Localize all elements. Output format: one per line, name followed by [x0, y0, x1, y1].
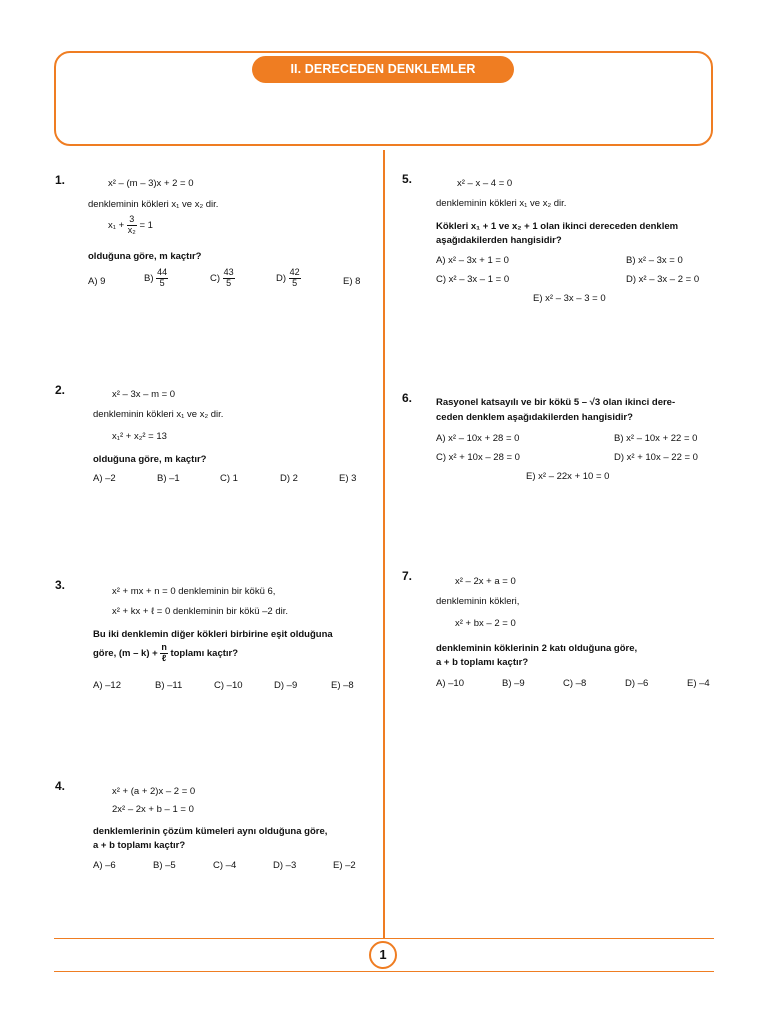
question-5-option-c[interactable]: C) x² – 3x – 1 = 0 — [436, 274, 510, 285]
question-6-option-a[interactable]: A) x² – 10x + 28 = 0 — [436, 433, 520, 444]
question-7-equation-1: x² – 2x + a = 0 — [455, 576, 516, 587]
question-3-option-a[interactable]: A) –12 — [93, 680, 121, 691]
question-2-option-d[interactable]: D) 2 — [280, 473, 298, 484]
question-4-equation-2: 2x² – 2x + b – 1 = 0 — [112, 804, 194, 815]
question-3-option-b[interactable]: B) –11 — [155, 680, 183, 691]
question-6-option-c[interactable]: C) x² + 10x – 28 = 0 — [436, 452, 520, 463]
question-6-option-b[interactable]: B) x² – 10x + 22 = 0 — [614, 433, 698, 444]
question-7-option-e[interactable]: E) –4 — [687, 678, 710, 689]
question-7-text: denkleminin kökleri, — [436, 596, 520, 607]
question-4-option-b[interactable]: B) –5 — [153, 860, 176, 871]
question-2-text: denkleminin kökleri x₁ ve x₂ dir. — [93, 409, 224, 420]
question-4-prompt-2: a + b toplamı kaçtır? — [93, 840, 186, 851]
question-7-equation-2: x² + bx – 2 = 0 — [455, 618, 516, 629]
question-2-prompt: olduğuna göre, m kaçtır? — [93, 454, 207, 465]
question-3-equation-1: x² + mx + n = 0 denkleminin bir kökü 6, — [112, 586, 276, 597]
question-5-equation: x² – x – 4 = 0 — [457, 178, 513, 189]
question-2-condition: x₁² + x₂² = 13 — [112, 431, 167, 442]
question-3-option-c[interactable]: C) –10 — [214, 680, 243, 691]
question-4-option-d[interactable]: D) –3 — [273, 860, 297, 871]
question-4-option-e[interactable]: E) –2 — [333, 860, 356, 871]
question-3-equation-2: x² + kx + ℓ = 0 denkleminin bir kökü –2 dir. — [112, 606, 289, 617]
question-7-prompt-1: denkleminin köklerinin 2 katı olduğuna göre, — [436, 643, 638, 654]
question-7-prompt-2: a + b toplamı kaçtır? — [436, 657, 529, 668]
question-1-option-d[interactable]: D) $\frac{42}{5}$ — [276, 267, 300, 288]
question-4-equation-1: x² + (a + 2)x – 2 = 0 — [112, 786, 196, 797]
question-3-option-d[interactable]: D) –9 — [274, 680, 298, 691]
footer-line-bottom — [54, 971, 714, 972]
question-4-option-c[interactable]: C) –4 — [213, 860, 237, 871]
question-1-prompt: olduğuna göre, m kaçtır? — [88, 251, 202, 262]
footer-line-top — [54, 938, 714, 939]
question-5-prompt-1: Kökleri x₁ + 1 ve x₂ + 1 olan ikinci dereceden denklem — [436, 221, 679, 232]
question-4-number: 4. — [55, 779, 66, 793]
question-2-option-c[interactable]: C) 1 — [220, 473, 238, 484]
question-1-equation: x² – (m – 3)x + 2 = 0 — [108, 178, 194, 189]
question-5-option-a[interactable]: A) x² – 3x + 1 = 0 — [436, 255, 509, 266]
question-4-prompt-1: denklemlerinin çözüm kümeleri aynı olduğuna göre, — [93, 826, 328, 837]
question-1-option-c[interactable]: C) $\frac{43}{5}$ — [210, 267, 234, 288]
question-5-option-b[interactable]: B) x² – 3x = 0 — [626, 255, 683, 266]
question-3-prompt-1: Bu iki denklemin diğer kökleri birbirine eşit olduğuna — [93, 629, 333, 640]
question-6-option-e[interactable]: E) x² – 22x + 10 = 0 — [526, 471, 610, 482]
question-1-option-a[interactable]: A) 9 — [88, 276, 106, 287]
question-5-option-e[interactable]: E) x² – 3x – 3 = 0 — [533, 293, 606, 304]
question-3-option-e[interactable]: E) –8 — [331, 680, 354, 691]
question-1-option-b[interactable]: B) $\frac{44}{5}$ — [144, 267, 168, 288]
question-1-cond-left: x₁ + — [108, 219, 125, 231]
question-2-number: 2. — [55, 383, 66, 397]
question-7-option-d[interactable]: D) –6 — [625, 678, 649, 689]
question-3-number: 3. — [55, 578, 66, 592]
question-3-fraction: $\frac{n}{\text{ℓ}}$ — [161, 642, 167, 663]
question-2-equation: x² – 3x – m = 0 — [112, 389, 176, 400]
page-number: 1 — [369, 941, 397, 969]
question-1-cond-fraction: $\frac{3}{\text{x₂}}$ — [127, 214, 136, 235]
question-5-number: 5. — [402, 172, 413, 186]
question-6-number: 6. — [402, 391, 413, 405]
question-1-number: 1. — [55, 173, 66, 187]
question-5-text: denkleminin kökleri x₁ ve x₂ dir. — [436, 198, 567, 209]
question-1-option-e[interactable]: E) 8 — [343, 276, 361, 287]
question-7-option-a[interactable]: A) –10 — [436, 678, 464, 689]
question-1-cond-right: = 1 — [139, 219, 153, 231]
question-4-option-a[interactable]: A) –6 — [93, 860, 116, 871]
question-1-condition — [108, 215, 153, 236]
question-6-prompt-1: Rasyonel katsayılı ve bir kökü 5 – √3 olan ikinci dere- — [436, 397, 676, 408]
question-3-prompt-2: göre, (m – k) + $\frac{n}{\text{ℓ}}$ toplamı kaçtır? — [93, 642, 239, 663]
question-6-prompt-2: ceden denklem aşağıdakilerden hangisidir? — [436, 412, 633, 423]
question-7-option-c[interactable]: C) –8 — [563, 678, 587, 689]
question-5-prompt-2: aşağıdakilerden hangisidir? — [436, 235, 562, 246]
question-6-option-d[interactable]: D) x² + 10x – 22 = 0 — [614, 452, 698, 463]
question-1-text: denkleminin kökleri x₁ ve x₂ dir. — [88, 199, 219, 210]
question-7-number: 7. — [402, 569, 413, 583]
question-2-option-a[interactable]: A) –2 — [93, 473, 116, 484]
question-2-option-b[interactable]: B) –1 — [157, 473, 180, 484]
page-title: II. DERECEDEN DENKLEMLER — [252, 56, 514, 83]
column-divider — [383, 150, 385, 939]
question-2-option-e[interactable]: E) 3 — [339, 473, 357, 484]
question-7-option-b[interactable]: B) –9 — [502, 678, 525, 689]
question-5-option-d[interactable]: D) x² – 3x – 2 = 0 — [626, 274, 700, 285]
